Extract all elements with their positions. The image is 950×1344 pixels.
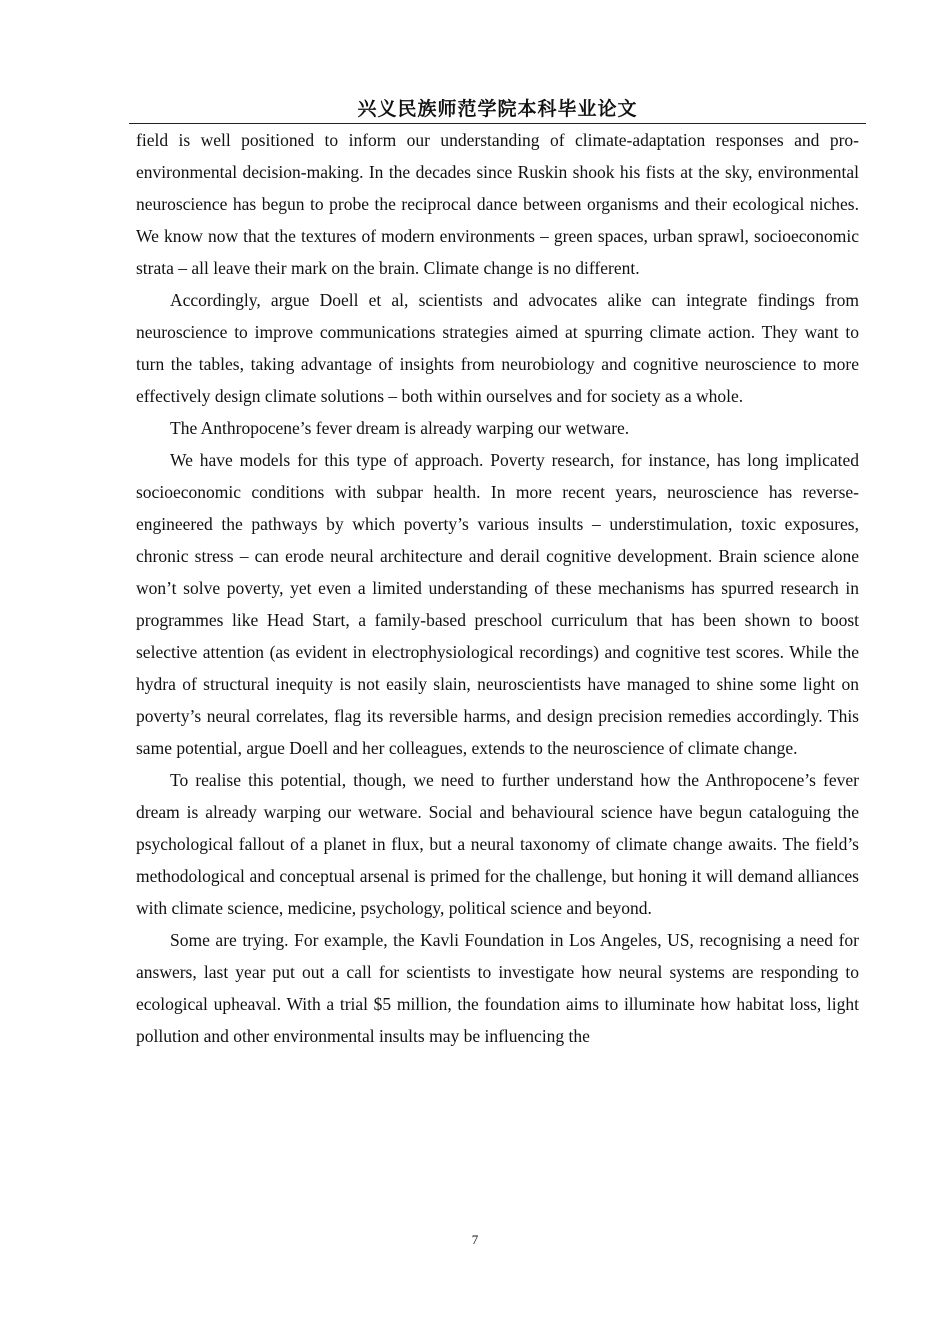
running-header: 兴义民族师范学院本科毕业论文: [357, 98, 638, 120]
paragraph: Accordingly, argue Doell et al, scientists and advocates alike can integrate findings from neuroscience to improve communications strategies aimed at spurring climate action. They want to turn the tables, taking advantage of insights from neurobiology and cognitive neuroscience to more effectively design climate solutions – both within ourselves and for society as a whole.: [136, 290, 859, 406]
paragraph-continuation: field is well positioned to inform our understanding of climate-adaptation responses and pro-environmental decision-making. In the decades since Ruskin shook his fists at the sky, environmental neuroscience has begun to probe the reciprocal dance between organisms and their ecological niches. We know now that the textures of modern environments – green spaces, urban sprawl, socioeconomic strata – all leave their mark on the brain. Climate change is no different.: [136, 130, 859, 278]
paragraph: We have models for this type of approach. Poverty research, for instance, has long implicated socioeconomic conditions with subpar health. In more recent years, neuroscience has reverse-engineered the pathways by which poverty’s various insults – understimulation, toxic exposures, chronic stress – can erode neural architecture and derail cognitive development. Brain science alone won’t solve poverty, yet even a limited understanding of these mechanisms has spurred research in programmes like Head Start, a family-based preschool curriculum that has been shown to boost selective attention (as evident in electrophysiological recordings) and cognitive test scores. While the hydra of structural inequity is not easily slain, neuroscientists have managed to shine some light on poverty’s neural correlates, flag its reversible harms, and design precision remedies accordingly. This same potential, argue Doell and her colleagues, extends to the neuroscience of climate change.: [136, 450, 859, 758]
page-number: 7: [471, 1232, 479, 1247]
paragraph: To realise this potential, though, we need to further understand how the Anthropocene’s fever dream is already warping our wetware. Social and behavioural science have begun cataloguing the psychological fallout of a planet in flux, but a neural taxonomy of climate change awaits. The field’s methodological and conceptual arsenal is primed for the challenge, but honing it will demand alliances with climate science, medicine, psychology, political science and beyond.: [136, 770, 859, 918]
body-text: [136, 124, 859, 1052]
paragraph: The Anthropocene’s fever dream is already warping our wetware.: [170, 418, 630, 438]
paragraph: Some are trying. For example, the Kavli Foundation in Los Angeles, US, recognising a need for answers, last year put out a call for scientists to investigate how neural systems are responding to ecological upheaval. With a trial $5 million, the foundation aims to illuminate how habitat loss, light pollution and other environmental insults may be influencing the: [136, 930, 859, 1046]
